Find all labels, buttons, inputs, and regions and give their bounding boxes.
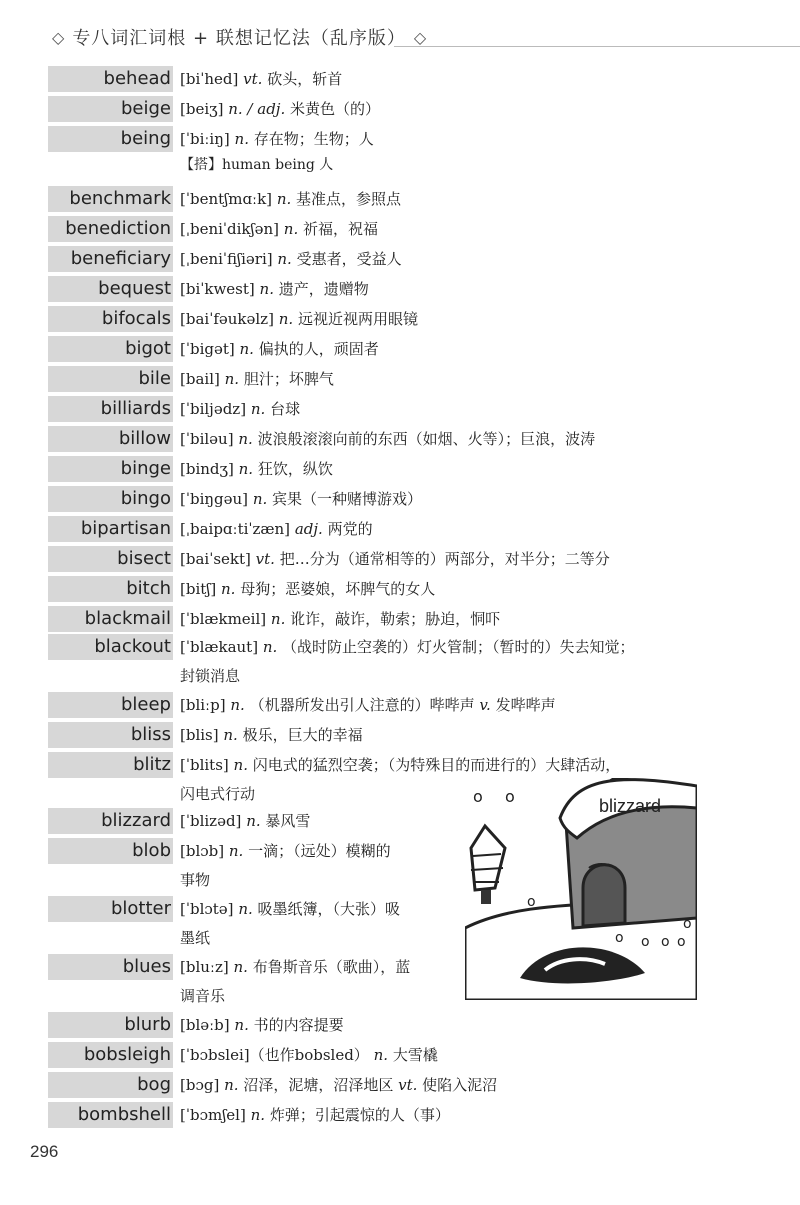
definition bbox=[180, 836, 391, 866]
meaning: 沼泽，泥塘，沼泽地区 bbox=[243, 1076, 394, 1094]
meaning: 受惠者，受益人 bbox=[296, 250, 402, 268]
headword: bog bbox=[137, 1074, 171, 1095]
pronunciation: [bliːp] bbox=[180, 696, 226, 714]
part-of-speech: n. bbox=[262, 638, 278, 656]
headword: binge bbox=[120, 458, 171, 479]
meaning: 祈福，祝福 bbox=[303, 220, 379, 238]
part-of-speech: n. bbox=[250, 400, 266, 418]
header-rule bbox=[394, 46, 800, 47]
pronunciation: [ˈblækmeil] bbox=[180, 610, 267, 628]
meaning: 发哔哔声 bbox=[495, 696, 556, 714]
definition bbox=[180, 214, 378, 244]
definition bbox=[180, 184, 401, 214]
pronunciation: [ˈbiləu] bbox=[180, 430, 234, 448]
definition bbox=[180, 424, 595, 454]
headword-box bbox=[48, 1072, 173, 1098]
headword-box bbox=[48, 692, 173, 718]
part-of-speech: n. bbox=[246, 812, 261, 830]
pronunciation: [baiˈfəukəlz] bbox=[180, 310, 274, 328]
part-of-speech: v. bbox=[479, 696, 491, 714]
svg-text:o: o bbox=[505, 787, 515, 806]
headword: bobsleigh bbox=[83, 1044, 171, 1065]
meaning: 偏执的人，顽固者 bbox=[258, 340, 379, 358]
meaning: 宾果（一种赌博游戏） bbox=[272, 490, 423, 508]
meaning: 布鲁斯音乐（歌曲），蓝 bbox=[252, 958, 411, 976]
definition bbox=[180, 304, 418, 334]
headword: billiards bbox=[100, 398, 171, 419]
headword-box bbox=[48, 1102, 173, 1128]
definition bbox=[180, 394, 300, 424]
headword: behead bbox=[103, 68, 171, 89]
headword-box bbox=[48, 634, 173, 660]
headword: bile bbox=[138, 368, 171, 389]
meaning: 极乐，巨大的幸福 bbox=[242, 726, 363, 744]
headword-box bbox=[48, 752, 173, 778]
definition bbox=[180, 806, 310, 836]
part-of-speech: n. bbox=[224, 370, 240, 388]
definition bbox=[180, 64, 342, 94]
part-of-speech: vt. bbox=[243, 70, 263, 88]
headword-box bbox=[48, 396, 173, 422]
meaning: 砍头，斩首 bbox=[267, 70, 343, 88]
svg-text:o: o bbox=[661, 934, 670, 950]
collocation-note: 【搭】human being 人 bbox=[180, 157, 334, 173]
diamond-icon: ◇ bbox=[52, 27, 65, 47]
headword-box bbox=[48, 246, 173, 272]
meaning: 两党的 bbox=[327, 520, 373, 538]
definition-continued: 闪电式行动 bbox=[180, 785, 256, 803]
pronunciation: [bluːz] bbox=[180, 958, 229, 976]
part-of-speech: n. bbox=[373, 1046, 389, 1064]
headword: bigot bbox=[125, 338, 171, 359]
headword-box bbox=[48, 896, 173, 922]
definition bbox=[180, 544, 610, 574]
definition-continued: 封锁消息 bbox=[180, 667, 241, 685]
headword-box bbox=[48, 96, 173, 122]
part-of-speech: n. bbox=[259, 280, 274, 298]
pronunciation: [bindʒ] bbox=[180, 460, 234, 478]
headword: being bbox=[120, 128, 171, 149]
headword: beige bbox=[120, 98, 171, 119]
definition bbox=[180, 1010, 344, 1040]
pronunciation: [ˈbiŋgəu] bbox=[180, 490, 249, 508]
pronunciation: [blɔb] bbox=[180, 842, 225, 860]
headword: blues bbox=[122, 956, 171, 977]
pronunciation: [biˈhed] bbox=[180, 70, 239, 88]
part-of-speech: n. bbox=[233, 756, 248, 774]
headword-box bbox=[48, 546, 173, 572]
headword-box bbox=[48, 576, 173, 602]
pronunciation: [ˈblækaut] bbox=[180, 638, 259, 656]
meaning: 使陷入泥沼 bbox=[422, 1076, 498, 1094]
part-of-speech: n. bbox=[221, 580, 236, 598]
definition bbox=[180, 1040, 438, 1070]
pronunciation: [bitʃ] bbox=[180, 580, 217, 598]
pronunciation: [ˌbeniˈfiʃiəri] bbox=[180, 250, 273, 268]
meaning: 母狗；恶婆娘，坏脾气的女人 bbox=[240, 580, 436, 598]
headword: bleep bbox=[120, 694, 171, 715]
headword-box bbox=[48, 366, 173, 392]
part-of-speech: n. bbox=[270, 610, 286, 628]
headword: bliss bbox=[130, 724, 171, 745]
definition bbox=[180, 484, 422, 514]
part-of-speech: n. bbox=[228, 842, 244, 860]
headword: beneficiary bbox=[70, 248, 171, 269]
meaning: 吸墨纸簿，（大张）吸 bbox=[257, 900, 401, 918]
meaning: 胆汁；坏脾气 bbox=[243, 370, 334, 388]
headword: bingo bbox=[120, 488, 171, 509]
headword: benchmark bbox=[69, 188, 171, 209]
meaning: 闪电式的猛烈空袭；（为特殊目的而进行的）大肆活动， bbox=[252, 756, 621, 774]
pronunciation: [biˈkwest] bbox=[180, 280, 255, 298]
pronunciation: [bɔg] bbox=[180, 1076, 220, 1094]
meaning: 遗产，遗赠物 bbox=[278, 280, 369, 298]
headword-box bbox=[48, 954, 173, 980]
headword: blitz bbox=[133, 754, 171, 775]
headword: blob bbox=[132, 840, 171, 861]
definition bbox=[180, 244, 402, 274]
headword-box bbox=[48, 1012, 173, 1038]
part-of-speech: n. bbox=[250, 1106, 266, 1124]
pronunciation: [ˌbaipɑːtiˈzæn] bbox=[180, 520, 291, 538]
definition bbox=[180, 334, 379, 364]
definition bbox=[180, 604, 500, 634]
headword-box bbox=[48, 808, 173, 834]
meaning: （战时防止空袭的）灯火管制；（暂时的）失去知觉； bbox=[282, 638, 635, 656]
headword-box bbox=[48, 336, 173, 362]
part-of-speech: n. bbox=[278, 310, 294, 328]
definition-continued: 调音乐 bbox=[180, 987, 226, 1005]
meaning: 波浪般滚滚向前的东西（如烟、火等）；巨浪，波涛 bbox=[257, 430, 596, 448]
headword: blackmail bbox=[84, 608, 171, 629]
headword-box bbox=[48, 1042, 173, 1068]
svg-text:o: o bbox=[683, 916, 692, 932]
headword-box bbox=[48, 216, 173, 242]
pronunciation: [ˈbentʃmɑːk] bbox=[180, 190, 273, 208]
headword-box bbox=[48, 126, 173, 152]
definition bbox=[180, 894, 400, 924]
part-of-speech: n. bbox=[252, 490, 268, 508]
definition bbox=[180, 952, 410, 982]
svg-text:o: o bbox=[641, 934, 650, 950]
headword: blurb bbox=[124, 1014, 171, 1035]
definition bbox=[180, 514, 373, 544]
pronunciation: [baiˈsekt] bbox=[180, 550, 251, 568]
part-of-speech: n. bbox=[234, 130, 249, 148]
blizzard-illustration bbox=[465, 778, 697, 1000]
headword: benediction bbox=[65, 218, 171, 239]
headword: bequest bbox=[98, 278, 171, 299]
headword-box bbox=[48, 306, 173, 332]
headword: blotter bbox=[110, 898, 171, 919]
part-of-speech: n. bbox=[233, 958, 248, 976]
part-of-speech: adj. bbox=[294, 520, 323, 538]
headword-box bbox=[48, 276, 173, 302]
part-of-speech: n. bbox=[234, 1016, 249, 1034]
headword-box bbox=[48, 606, 173, 632]
definition-continued: 事物 bbox=[180, 871, 211, 889]
pronunciation: [beiʒ] bbox=[180, 100, 224, 118]
definition bbox=[180, 690, 556, 720]
definition bbox=[180, 94, 380, 124]
part-of-speech: n. bbox=[230, 696, 245, 714]
meaning: 基准点，参照点 bbox=[296, 190, 402, 208]
illustration-label: blizzard bbox=[599, 796, 662, 816]
book-title: 专八词汇词根 + 联想记忆法（乱序版） bbox=[72, 28, 406, 49]
definition bbox=[180, 1100, 450, 1130]
headword: blizzard bbox=[101, 810, 171, 831]
headword-box bbox=[48, 426, 173, 452]
svg-text:o: o bbox=[615, 930, 624, 946]
meaning: 存在物；生物；人 bbox=[253, 130, 374, 148]
part-of-speech: vt. bbox=[255, 550, 275, 568]
headword: bipartisan bbox=[80, 518, 171, 539]
part-of-speech: n. bbox=[223, 726, 238, 744]
headword: bombshell bbox=[77, 1104, 171, 1125]
definition bbox=[180, 632, 635, 662]
page-header bbox=[44, 24, 764, 54]
pronunciation: [ˈbɔmʃel] bbox=[180, 1106, 246, 1124]
meaning: 炸弹；引起震惊的人（事） bbox=[269, 1106, 450, 1124]
headword-box bbox=[48, 486, 173, 512]
definition bbox=[180, 750, 620, 780]
headword-box bbox=[48, 186, 173, 212]
headword: bifocals bbox=[101, 308, 171, 329]
pronunciation: [bləːb] bbox=[180, 1016, 230, 1034]
svg-text:o: o bbox=[677, 934, 686, 950]
svg-text:o: o bbox=[527, 894, 536, 910]
part-of-speech: n. bbox=[238, 430, 253, 448]
pronunciation: [ˈblizəd] bbox=[180, 812, 242, 830]
headword-box bbox=[48, 722, 173, 748]
headword: blackout bbox=[94, 636, 171, 657]
meaning: 把…分为（通常相等的）两部分，对半分；二等分 bbox=[279, 550, 610, 568]
part-of-speech: n. bbox=[238, 900, 253, 918]
meaning: 米黄色（的） bbox=[290, 100, 381, 118]
headword: bisect bbox=[117, 548, 171, 569]
pronunciation: [ˈbiːiŋ] bbox=[180, 130, 230, 148]
headword: bitch bbox=[126, 578, 171, 599]
definition bbox=[180, 720, 363, 750]
definition bbox=[180, 364, 334, 394]
definition bbox=[180, 274, 369, 304]
meaning: 一滴；（远处）模糊的 bbox=[248, 842, 391, 860]
part-of-speech: n. bbox=[238, 460, 254, 478]
part-of-speech: n. bbox=[276, 190, 292, 208]
part-of-speech: n. bbox=[277, 250, 292, 268]
definition bbox=[180, 124, 374, 154]
definition bbox=[180, 454, 333, 484]
page-number: 296 bbox=[30, 1142, 59, 1161]
headword: billow bbox=[118, 428, 171, 449]
pronunciation: [ˈblits] bbox=[180, 756, 229, 774]
definition bbox=[180, 1070, 497, 1100]
part-of-speech: n. bbox=[224, 1076, 239, 1094]
pronunciation: [blis] bbox=[180, 726, 219, 744]
part-of-speech: n. bbox=[239, 340, 254, 358]
headword-box bbox=[48, 456, 173, 482]
pronunciation: [bail] bbox=[180, 370, 220, 388]
headword-box bbox=[48, 838, 173, 864]
pronunciation: [ˈblɔtə] bbox=[180, 900, 234, 918]
meaning: 远视近视两用眼镜 bbox=[297, 310, 418, 328]
pronunciation: [ˈbigət] bbox=[180, 340, 235, 358]
svg-text:o: o bbox=[473, 787, 483, 806]
meaning: 书的内容提要 bbox=[253, 1016, 344, 1034]
pronunciation: [ˈbɔbslei]（也作bobsled） bbox=[180, 1046, 369, 1064]
meaning: 暴风雪 bbox=[265, 812, 311, 830]
part-of-speech: n. bbox=[283, 220, 299, 238]
headword-box bbox=[48, 516, 173, 542]
pronunciation: [ˈbiljədz] bbox=[180, 400, 247, 418]
definition-continued: 墨纸 bbox=[180, 929, 211, 947]
meaning: （机器所发出引人注意的）哔哔声 bbox=[249, 696, 475, 714]
part-of-speech: vt. bbox=[398, 1076, 418, 1094]
definition bbox=[180, 574, 435, 604]
meaning: 狂饮，纵饮 bbox=[257, 460, 333, 478]
meaning: 讹诈，敲诈，勒索；胁迫，恫吓 bbox=[290, 610, 501, 628]
part-of-speech: n. / adj. bbox=[228, 100, 286, 118]
headword-box bbox=[48, 66, 173, 92]
meaning: 台球 bbox=[270, 400, 301, 418]
diamond-icon: ◇ bbox=[413, 27, 427, 47]
meaning: 大雪橇 bbox=[392, 1046, 438, 1064]
pronunciation: [ˌbeniˈdikʃən] bbox=[180, 220, 279, 238]
